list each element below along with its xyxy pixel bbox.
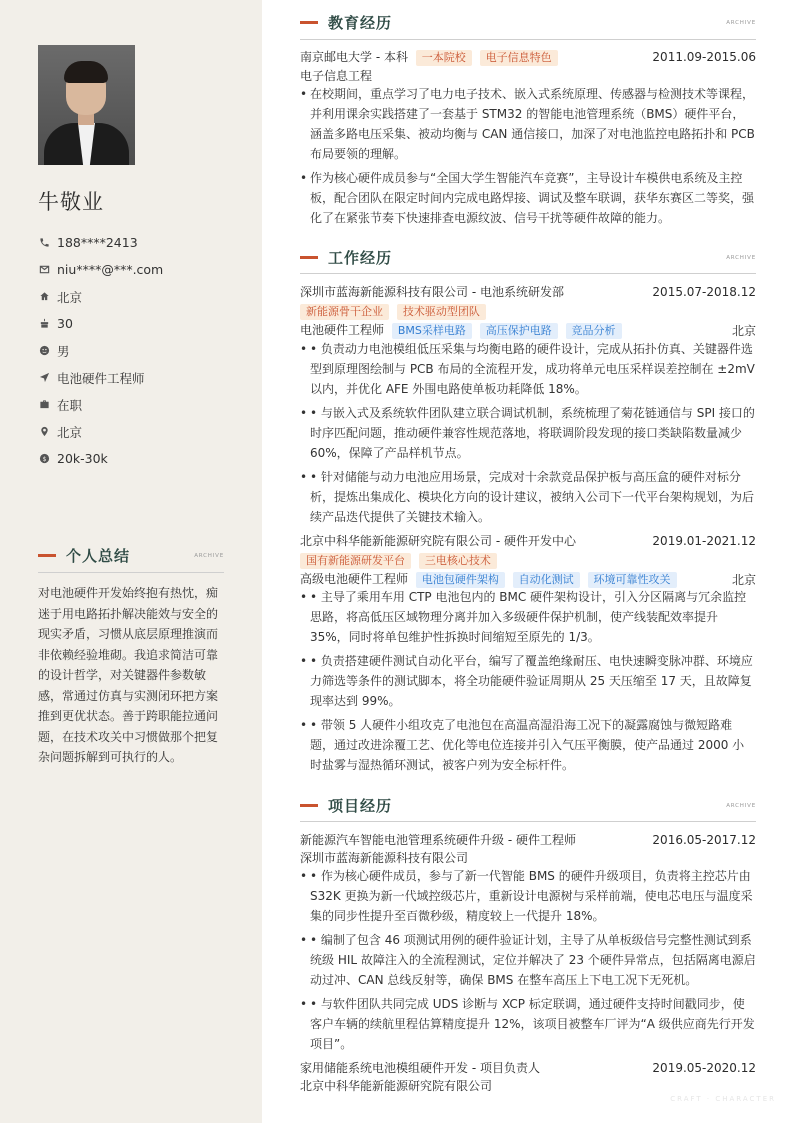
list-item: • • 作为核心硬件成员，参与了新一代智能 BMS 的硬件升级项目，负责将主控芯片由 S32K 更换为新一代域控级芯片，重新设计电源树与采样前端，使电芯电压与温度采集的同步性提升至百微秒级，精度较上一代提升 18%。	[300, 866, 756, 926]
phone-text: 188****2413	[57, 235, 138, 250]
job-location: 北京	[731, 572, 756, 587]
role-title: 高级电池硬件工程师	[300, 572, 409, 586]
skill-tag: 竞品分析	[566, 323, 622, 339]
archive-label: ARCHIVE	[726, 802, 756, 809]
role-line	[300, 321, 756, 339]
job-header	[300, 532, 756, 549]
position-text: 电池硬件工程师	[57, 370, 145, 386]
skill-tag: 环境可靠性攻关	[588, 572, 677, 588]
job-bullets	[300, 587, 756, 779]
project-header	[300, 1059, 756, 1076]
project-heading	[300, 795, 756, 816]
company-tag: 新能源骨干企业	[300, 304, 389, 320]
role-line	[300, 570, 756, 588]
salary-row	[38, 445, 238, 472]
list-item: • • 编制了包含 46 项测试用例的硬件验证计划，主导了从单板级信号完整性测试到系统级 HIL 故障注入的全流程测试，定位并解决了 23 个硬件异常点，包括隔离电源启动过冲、CAN 总线反射等，确保 BMS 在整车高压上下电工况下无死机。	[300, 930, 756, 990]
company-tags	[300, 553, 756, 569]
school-tag: 一本院校	[416, 50, 472, 66]
company-tag: 技术驱动型团队	[397, 304, 486, 320]
list-item: • • 带领 5 人硬件小组攻克了电池包在高温高湿沿海工况下的凝露腐蚀与微短路难题，通过改进涂覆工艺、优化等电位连接并引入气压平衡膜，使产品通过 2000 小时盐雾与湿热循环测试，被客户列为安全标杆件。	[300, 715, 756, 775]
archive-label: ARCHIVE	[194, 552, 224, 559]
work-heading	[300, 247, 756, 268]
email-text: niu****@***.com	[57, 262, 164, 277]
hometown-text: 北京	[57, 289, 83, 305]
home-icon	[38, 291, 50, 303]
company-tag: 三电核心技术	[419, 553, 497, 569]
city-row	[38, 418, 238, 445]
project-dates: 2016.05-2017.12	[652, 832, 756, 847]
salary-text: 20k-30k	[57, 451, 108, 466]
gender-row	[38, 337, 238, 364]
status-row	[38, 391, 238, 418]
email-row	[38, 256, 238, 283]
job-location: 北京	[731, 323, 756, 338]
skill-tag: 高压保护电路	[480, 323, 558, 339]
archive-label: ARCHIVE	[726, 19, 756, 26]
education-bullets	[300, 84, 756, 232]
list-item: • • 与嵌入式及系统软件团队建立联合调试机制，系统梳理了菊花链通信与 SPI 接口的时序匹配问题，推动硬件兼容性规范落地，将联调阶段发现的接口类缺陷数量减少 60%，保障了产品样机节点。	[300, 403, 756, 463]
accent-bar	[300, 256, 318, 259]
money-icon	[38, 453, 50, 465]
project-org: 北京中科华能新能源研究院有限公司	[300, 1079, 493, 1093]
accent-bar	[300, 21, 318, 24]
school-tag: 电子信息特色	[480, 50, 558, 66]
divider	[300, 821, 756, 822]
list-item: • • 与软件团队共同完成 UDS 诊断与 XCP 标定联调，通过硬件支持时间戳同步，使客户车辆的续航里程估算精度提升 12%，该项目被整车厂评为“A 级供应商先行开发项目”。	[300, 994, 756, 1054]
phone-icon	[38, 237, 50, 249]
project-header	[300, 831, 756, 848]
skill-tag: 电池包硬件架构	[416, 572, 505, 588]
age-row	[38, 310, 238, 337]
project-bullets	[300, 866, 756, 1058]
project-dates: 2019.05-2020.12	[652, 1060, 756, 1075]
project-title-text: 新能源汽车智能电池管理系统硬件升级 - 硬件工程师	[300, 833, 576, 847]
education-heading	[300, 12, 756, 33]
avatar	[38, 45, 135, 165]
contact-info	[38, 229, 238, 472]
school-name: 南京邮电大学 - 本科	[300, 50, 408, 64]
position-row	[38, 364, 238, 391]
company-tag: 国有新能源研发平台	[300, 553, 411, 569]
phone-row	[38, 229, 238, 256]
status-text: 在职	[57, 397, 83, 413]
job-bullets	[300, 339, 756, 531]
summary-text: 对电池硬件开发始终抱有热忱，痴迷于用电路拓扑解决能效与安全的现实矛盾，习惯从底层原理推演而非依赖经验堆砌。我追求简洁可靠的设计哲学，对关键器件参数敏感，常通过仿真与实测闭环把方案推到更优状态。善于跨职能拉通问题，在技术攻关中习惯做那个把复杂问题拆解到可执行的人。	[38, 586, 219, 764]
company-name: 北京中科华能新能源研究院有限公司 - 硬件开发中心	[300, 534, 576, 548]
education-dates: 2011.09-2015.06	[652, 50, 756, 64]
age-text: 30	[57, 316, 73, 331]
divider	[300, 39, 756, 40]
cake-icon	[38, 318, 50, 330]
accent-bar	[300, 804, 318, 807]
accent-bar	[38, 554, 56, 557]
hometown-row	[38, 283, 238, 310]
project-title: 项目经历	[328, 797, 393, 815]
list-item: • • 主导了乘用车用 CTP 电池包内的 BMC 硬件架构设计，引入分区隔离与冗余监控思路，将高低压区域物理分离并加入多级硬件保护机制，使产线装配效率提升 35%，同时将单包维护性拆换时间缩短至原先的 1/3。	[300, 587, 756, 647]
archive-label: ARCHIVE	[726, 254, 756, 261]
list-item: • 作为核心硬件成员参与“全国大学生智能汽车竞赛”，主导设计车模供电系统及主控板，配合团队在限定时间内完成电路焊接、调试及整车联调，获华东赛区二等奖，强化了在紧张节奏下快速排查电源纹波、信号干扰等硬件故障的能力。	[300, 168, 756, 228]
gender-text: 男	[57, 343, 70, 359]
role-title: 电池硬件工程师	[300, 323, 385, 337]
project-title-text: 家用储能系统电池模组硬件开发 - 项目负责人	[300, 1061, 540, 1075]
summary-heading	[38, 545, 224, 566]
list-item: • • 负责动力电池模组低压采集与均衡电路的硬件设计，完成从拓扑仿真、关键器件选型到原理图绘制与 PCB 布局的全流程开发，成功将单元电压采样误差控制在 ±2mV 以内，并优化 AFE 外围电路使单板功耗降低 18%。	[300, 339, 756, 399]
company-name: 深圳市蓝海新能源科技有限公司 - 电池系统研发部	[300, 285, 564, 299]
candidate-name: 牛敬业	[38, 190, 104, 214]
job-dates: 2019.01-2021.12	[652, 533, 756, 548]
project-org: 深圳市蓝海新能源科技有限公司	[300, 851, 469, 865]
send-icon	[38, 372, 50, 384]
education-header	[300, 48, 756, 66]
job-header	[300, 283, 756, 300]
briefcase-icon	[38, 399, 50, 411]
face-icon	[38, 345, 50, 357]
list-item: • 在校期间，重点学习了电力电子技术、嵌入式系统原理、传感器与检测技术等课程，并利用课余实践搭建了一套基于 STM32 的智能电池管理系统（BMS）硬件平台，涵盖多路电压采集、被动均衡与 CAN 通信接口，加深了对电池监控电路拓扑和 PCB 布局要领的理解。	[300, 84, 756, 164]
education-title: 教育经历	[328, 14, 393, 32]
watermark: CRAFT · CHARACTER	[670, 1095, 776, 1103]
skill-tag: BMS采样电路	[392, 323, 472, 339]
job-dates: 2015.07-2018.12	[652, 284, 756, 299]
divider	[38, 572, 224, 573]
mail-icon	[38, 264, 50, 276]
skill-tag: 自动化测试	[513, 572, 580, 588]
list-item: • • 负责搭建硬件测试自动化平台，编写了覆盖绝缘耐压、电快速瞬变脉冲群、环境应力筛选等条件的测试脚本，将全功能硬件验证周期从 25 天压缩至 17 天，且故障复现率达到 99%。	[300, 651, 756, 711]
city-text: 北京	[57, 424, 83, 440]
list-item: • • 针对储能与动力电池应用场景，完成对十余款竞品保护板与高压盒的硬件对标分析，提炼出集成化、模块化方向的设计建议，被纳入公司下一代平台架构规划，为后续产品迭代提供了关键技术输入。	[300, 467, 756, 527]
major: 电子信息工程	[300, 69, 373, 83]
svg-text:$: $	[42, 455, 46, 463]
divider	[300, 273, 756, 274]
work-title: 工作经历	[328, 249, 393, 267]
pin-icon	[38, 426, 50, 438]
summary-title: 个人总结	[66, 547, 131, 565]
company-tags	[300, 304, 756, 320]
